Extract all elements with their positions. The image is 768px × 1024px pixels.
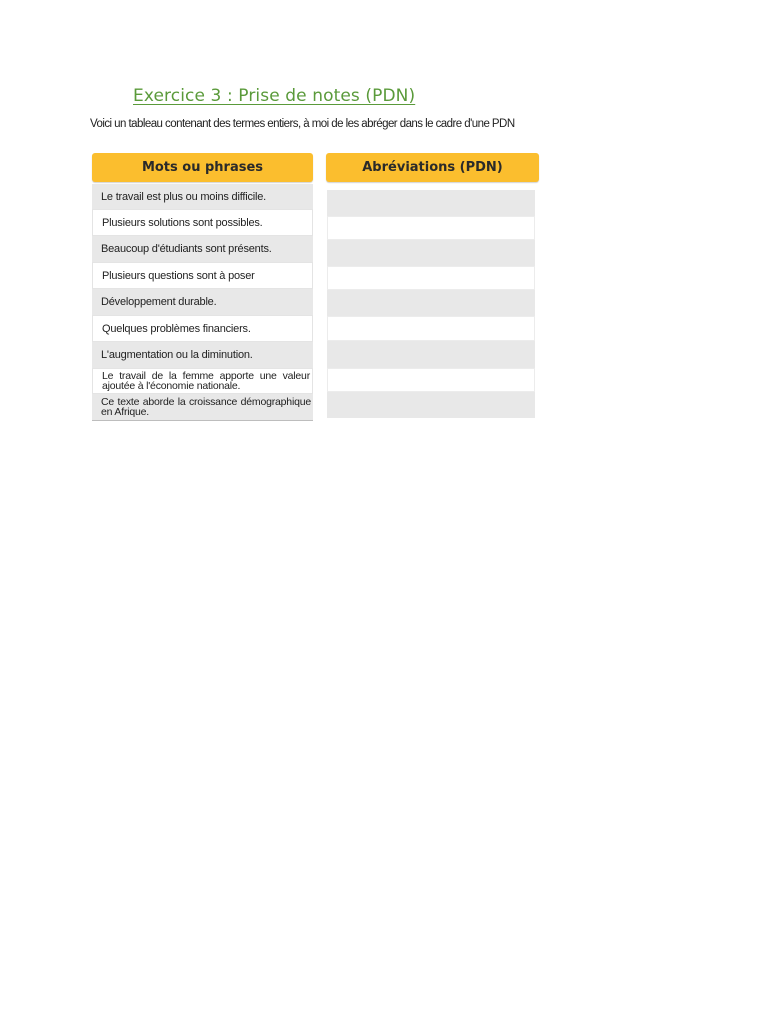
phrase-row: L'augmentation ou la diminution. [92,342,313,368]
exercise-instruction: Voici un tableau contenant des termes entiers, à moi de les abréger dans le cadre d'une PDN [90,118,515,130]
abbreviation-cell[interactable] [327,266,535,290]
words-column-header: Mots ou phrases [92,153,313,182]
abbreviation-cell[interactable] [327,341,535,368]
phrase-row: Ce texte aborde la croissance démographique en Afrique. [92,394,313,421]
phrase-row: Le travail de la femme apporte une valeur ajoutée à l'économie nationale. [92,368,313,394]
abbreviation-cell[interactable] [327,240,535,266]
phrase-row: Le travail est plus ou moins difficile. [92,184,313,209]
abbreviation-cell[interactable] [327,392,535,418]
phrase-row: Développement durable. [92,289,313,315]
abbreviation-cell[interactable] [327,216,535,240]
phrase-row: Plusieurs solutions sont possibles. [92,209,313,236]
abbreviations-column-header: Abréviations (PDN) [326,153,539,182]
words-list [92,184,313,421]
abbreviations-list [327,190,535,418]
phrase-row: Quelques problèmes financiers. [92,315,313,342]
phrase-row: Beaucoup d'étudiants sont présents. [92,236,313,262]
abbreviation-cell[interactable] [327,190,535,216]
phrase-row: Plusieurs questions sont à poser [92,262,313,289]
abbreviation-cell[interactable] [327,316,535,341]
words-column [92,153,313,421]
abbreviations-column [326,153,539,418]
exercise-title: Exercice 3 : Prise de notes (PDN) [133,86,416,106]
abbreviation-cell[interactable] [327,290,535,316]
abbreviation-cell[interactable] [327,368,535,392]
